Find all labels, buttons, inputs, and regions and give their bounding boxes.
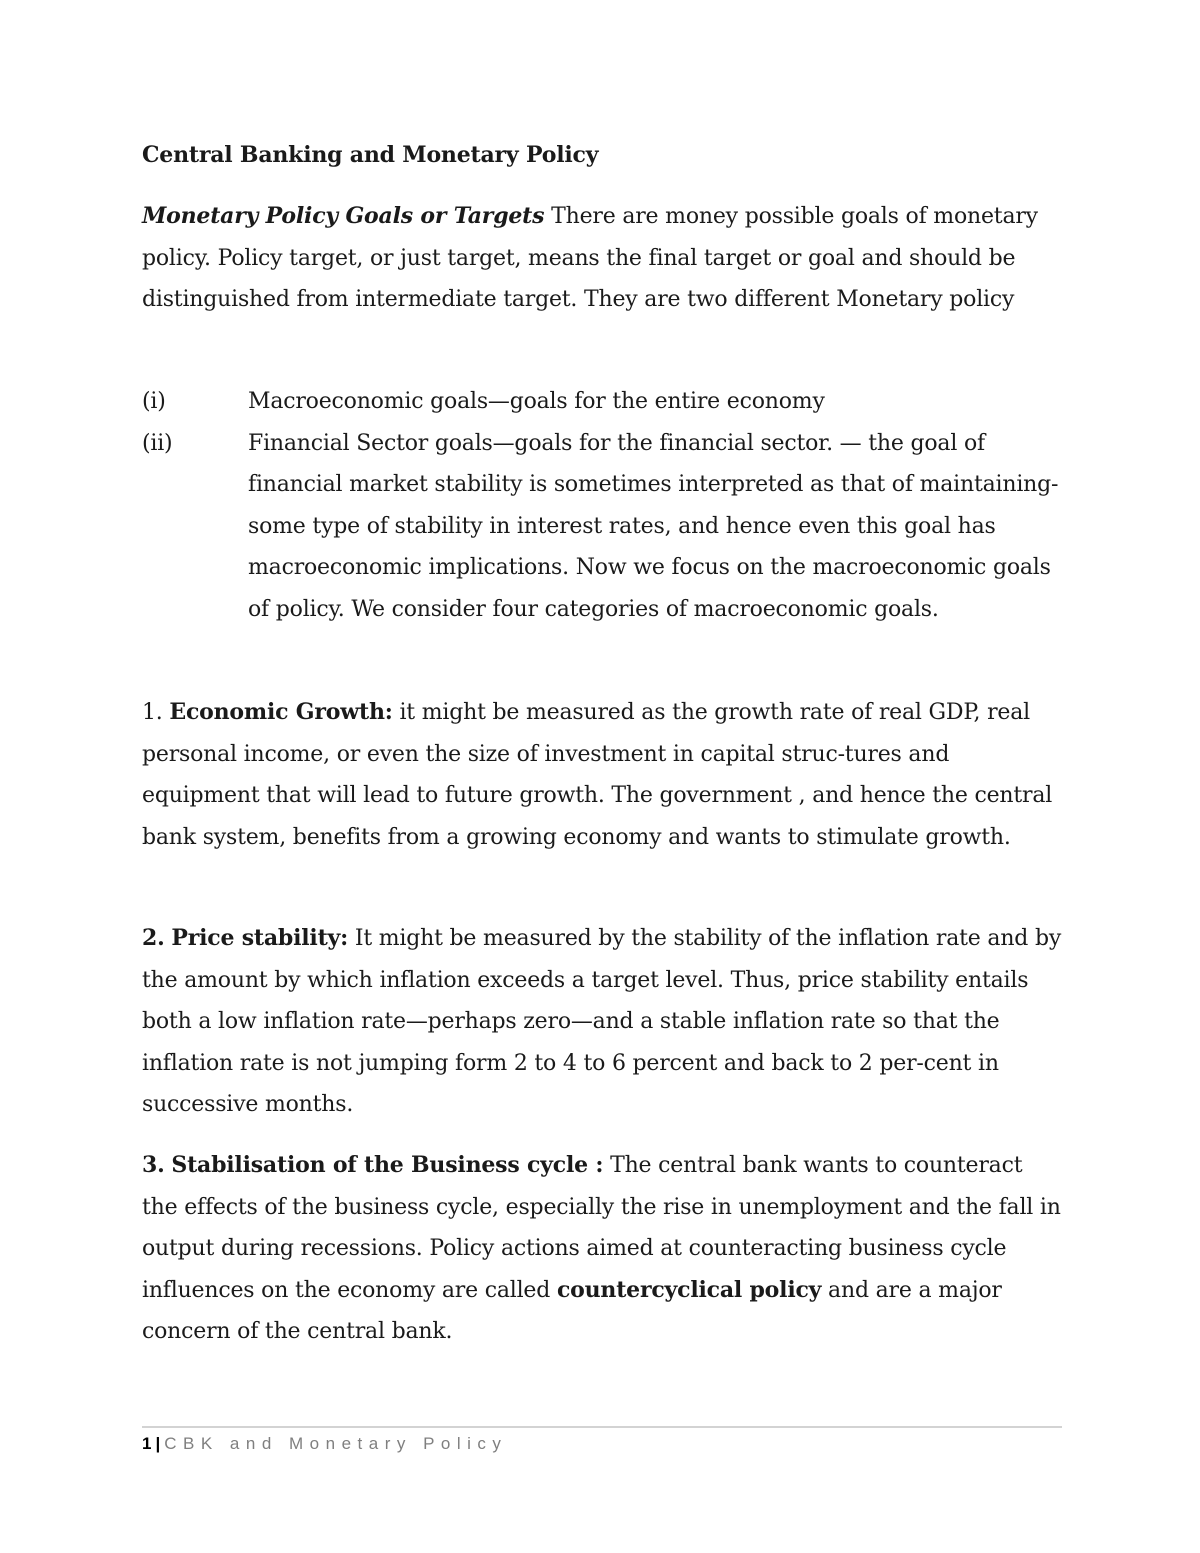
section-heading: Economic Growth: [169, 699, 393, 725]
section-business-cycle [142, 1145, 1062, 1353]
section-economic-growth [142, 692, 1062, 858]
page-number: 1 [142, 1434, 152, 1453]
section-number: 2. [142, 925, 165, 951]
document-title: Central Banking and Monetary Policy [142, 142, 599, 168]
intro-text: There are money possible goals of monetary policy. Policy target, or just target, means the final target or goal and should be distinguished from intermediate target. They are two different Monetary policy [142, 204, 1038, 312]
intro-paragraph [142, 196, 1062, 321]
section-text: it might be measured as the growth rate of real GDP, real personal income, or even the size of investment in capital struc-tures and equipment that will lead to future growth. The government , and hence the central bank system, benefits from a growing economy and wants to stimulate growth. [142, 700, 1053, 850]
list-item-text: Macroeconomic goals—goals for the entire economy [248, 389, 825, 414]
page-footer [142, 1433, 507, 1455]
section-text: It might be measured by the stability of the inflation rate and by the amount by which inflation exceeds a target level. Thus, price stability entails both a low inflation rate—perhaps zero—and a stable inflation rate so that the inflation rate is not jumping form 2 to 4 to 6 percent and back to 2 per-cent in successive months. [142, 926, 1062, 1117]
intro-lead: Monetary Policy Goals or Targets [142, 203, 545, 229]
section-heading: Stabilisation of the Business cycle : [171, 1152, 604, 1178]
section-emphasis: countercyclical policy [556, 1276, 822, 1303]
section-number: 1. [142, 700, 163, 725]
running-title: CBK and Monetary Policy [164, 1434, 508, 1453]
list-item [142, 423, 1062, 631]
list-marker: (ii) [142, 430, 173, 456]
section-price-stability [142, 918, 1062, 1126]
section-text: The central bank wants to counteract the effects of the business cycle, especially the rise in unemployment and the fall in output during recessions. Policy actions aimed at counteracting business cycle influences on the economy are called [142, 1153, 1061, 1303]
goals-list [142, 381, 1062, 630]
list-item-text: Financial Sector goals—goals for the financial sector. — the goal of financial market stability is sometimes interpreted as that of maintaining- some type of stability in interest rates, and hence even this goal has macroeconomic implications. Now we focus on the macroeconomic goals of policy. We consider four categories of macroeconomic goals. [248, 430, 1059, 622]
section-heading: Price stability: [171, 925, 349, 951]
section-number: 3. [142, 1152, 165, 1178]
footer-separator: | [155, 1434, 161, 1453]
section-text-end: and are a major concern of the central bank. [142, 1277, 1002, 1344]
list-marker: (i) [142, 389, 166, 414]
list-item [142, 381, 1062, 423]
footer-divider [142, 1426, 1062, 1428]
